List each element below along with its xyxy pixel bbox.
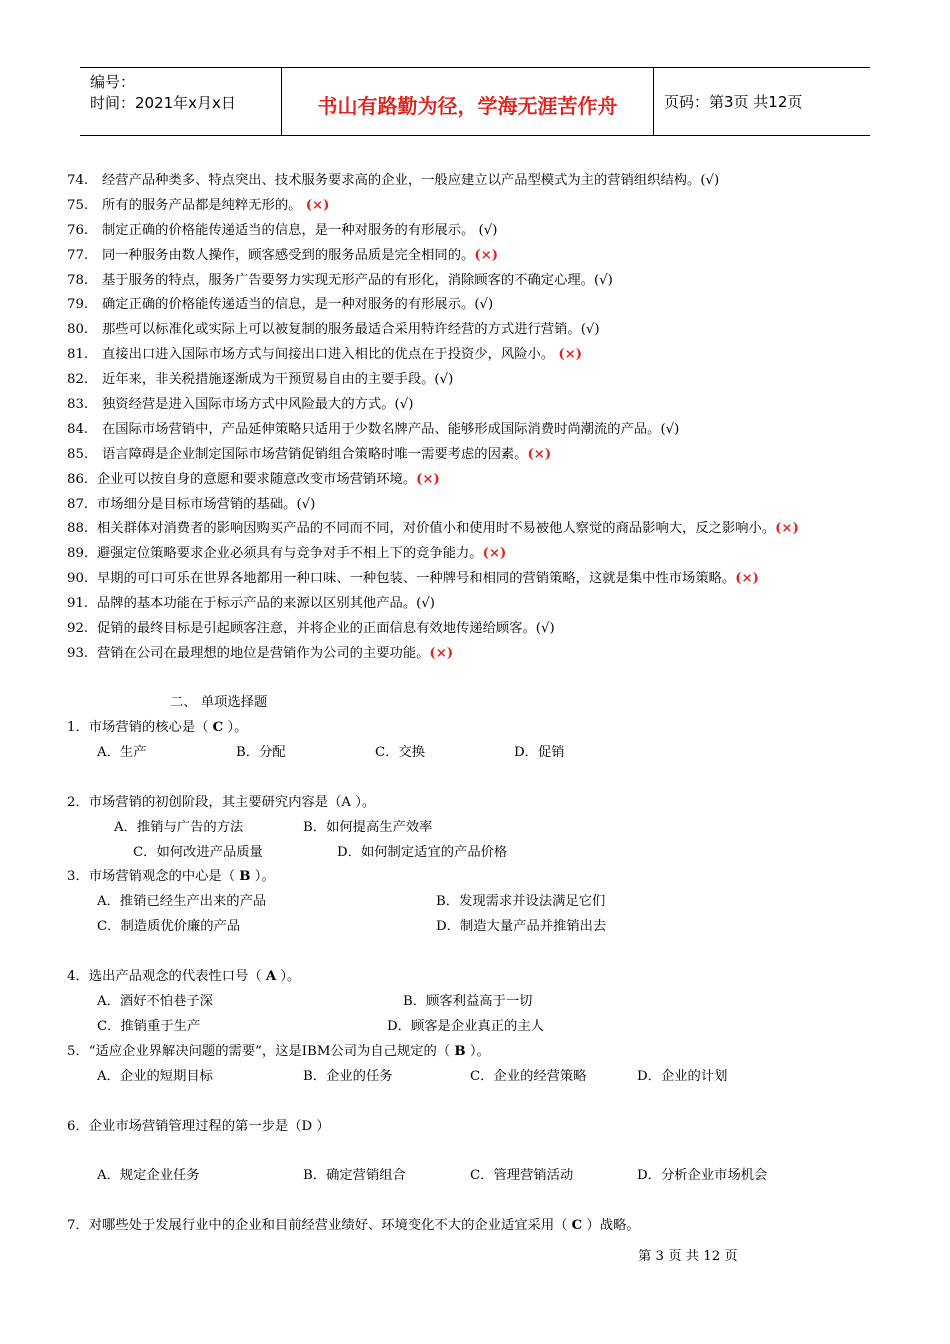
question-1 xyxy=(67,719,247,737)
answer-mark: (√) xyxy=(700,173,720,188)
list-item xyxy=(67,219,887,244)
item-number: 80. xyxy=(67,322,89,338)
number-label: 编号： xyxy=(90,73,136,91)
option-a: A．推销与广告的方法 xyxy=(114,820,244,835)
list-item xyxy=(67,517,887,542)
list-item xyxy=(67,393,887,418)
answer-mark: (√) xyxy=(394,397,414,413)
list-item xyxy=(67,293,887,318)
item-number: 77. xyxy=(67,247,89,263)
list-item xyxy=(67,617,887,642)
item-text: 确定正确的价格能传递适当的信息，是一种对服务的有形展示。 xyxy=(102,297,475,313)
item-number: 76. xyxy=(67,222,89,238)
item-text: 营销在公司在最理想的地位是营销作为公司的主要功能。 xyxy=(97,645,430,661)
item-text: 相关群体对消费者的影响因购买产品的不同而不同，对价值小和使用时不易被他人察觉的商品影响大，反之影响小。 xyxy=(97,521,776,537)
list-item xyxy=(67,368,887,393)
option-d: D．如何制定适宜的产品价格 xyxy=(337,845,508,860)
header-info-cell xyxy=(80,68,282,135)
page-footer: 第 3 页 共 12 页 xyxy=(638,1249,738,1264)
item-number: 82. xyxy=(67,372,89,388)
list-item xyxy=(67,443,887,468)
section-title: 二、 单项选择题 xyxy=(170,695,268,710)
item-number: 75. xyxy=(67,197,89,213)
option-b: B．企业的任务 xyxy=(303,1069,393,1084)
item-number: 81. xyxy=(67,347,89,363)
answer-mark: (×) xyxy=(416,471,440,487)
answer-mark: (×) xyxy=(735,571,759,587)
item-number: 85. xyxy=(67,446,89,462)
option-a: A．推销已经生产出来的产品 xyxy=(97,894,267,909)
question-text: 5．“适应企业界解决问题的需要”，这是IBM公司为自己规定的（ xyxy=(67,1044,455,1059)
option-c: C．企业的经营策略 xyxy=(470,1069,587,1084)
option-d: D．企业的计划 xyxy=(637,1069,728,1084)
answer-mark: (×) xyxy=(482,546,507,562)
answer-mark: (√) xyxy=(535,621,555,637)
item-text: 避强定位策略要求企业必须具有与竞争对手不相上下的竞争能力。 xyxy=(97,546,483,562)
header-motto-cell xyxy=(282,68,654,135)
answer-letter: C xyxy=(212,720,224,735)
item-text: 同一种服务由数人操作，顾客感受到的服务品质是完全相同的。 xyxy=(102,247,475,263)
header-page-cell xyxy=(654,68,870,135)
answer-mark: (√) xyxy=(593,272,613,288)
motto-text: 书山有路勤为径，学海无涯苦作舟 xyxy=(317,94,618,118)
option-b: B．顾客利益高于一切 xyxy=(403,994,533,1009)
option-b: B．如何提高生产效率 xyxy=(303,820,433,835)
option-d: D．促销 xyxy=(514,745,565,760)
question-4 xyxy=(67,968,300,986)
option-a: A．酒好不怕巷子深 xyxy=(97,994,213,1009)
question-5 xyxy=(67,1043,490,1061)
list-item xyxy=(67,343,887,368)
item-number: 78. xyxy=(67,272,89,288)
option-d: D．分析企业市场机会 xyxy=(637,1168,768,1183)
item-text: 市场细分是目标市场营销的基础。 xyxy=(97,496,297,512)
item-text: 近年来，非关税措施逐渐成为干预贸易自由的主要手段。 xyxy=(102,372,435,388)
item-number: 74. xyxy=(67,173,89,188)
item-number: 90. xyxy=(67,571,89,587)
item-text: 早期的可口可乐在世界各地都用一种口味、一种包装、一种牌号和相同的营销策略，这就是集中性市场策略。 xyxy=(97,571,736,587)
question-text-end: ）。 xyxy=(250,869,275,884)
list-item xyxy=(67,493,887,518)
item-text: 那些可以标准化或实际上可以被复制的服务最适合采用特许经营的方式进行营销。 xyxy=(102,322,581,338)
item-text: 基于服务的特点，服务广告要努力实现无形产品的有形化，消除顾客的不确定心理。 xyxy=(102,272,594,288)
answer-mark: (√) xyxy=(474,297,494,313)
list-item xyxy=(67,169,887,194)
question-text: 7．对哪些处于发展行业中的企业和目前经营业绩好、环境变化不大的企业适宜采用（ xyxy=(67,1218,572,1233)
option-a: A．企业的短期目标 xyxy=(97,1069,213,1084)
item-text: 企业可以按自身的意愿和要求随意改变市场营销环境。 xyxy=(97,471,417,487)
option-a: A．生产 xyxy=(97,745,147,760)
question-text-end: ）战略。 xyxy=(582,1218,640,1233)
question-text-end: ）。 xyxy=(223,720,248,735)
item-text: 所有的服务产品都是纯粹无形的。 xyxy=(102,197,302,213)
answer-letter: B xyxy=(454,1044,466,1059)
item-text: 制定正确的价格能传递适当的信息，是一种对服务的有形展示。 xyxy=(102,222,475,238)
option-b: B．发现需求并设法满足它们 xyxy=(436,894,606,909)
answer-mark: (√) xyxy=(434,372,454,388)
option-b: B．分配 xyxy=(236,745,286,760)
question-text: 4．选出产品观念的代表性口号（ xyxy=(67,969,266,984)
answer-mark: (√) xyxy=(416,596,435,612)
question-text-end: ）。 xyxy=(276,969,301,984)
item-text: 促销的最终目标是引起顾客注意，并将企业的正面信息有效地传递给顾客。 xyxy=(97,621,536,637)
list-item xyxy=(67,567,887,592)
item-number: 84. xyxy=(67,421,89,437)
option-c: C．制造质优价廉的产品 xyxy=(97,919,241,934)
option-d: D．顾客是企业真正的主人 xyxy=(387,1019,544,1034)
item-number: 86. xyxy=(67,471,89,487)
option-a: A．规定企业任务 xyxy=(97,1168,200,1183)
question-text: 3．市场营销观念的中心是（ xyxy=(67,869,240,884)
item-number: 83. xyxy=(67,397,89,413)
page-indicator: 页码：第3页 共12页 xyxy=(664,93,803,111)
option-d: D．制造大量产品并推销出去 xyxy=(436,919,607,934)
question-text: 1．市场营销的核心是（ xyxy=(67,720,213,735)
answer-mark: (×) xyxy=(305,197,330,213)
answer-mark: (×) xyxy=(474,247,499,263)
question-text-end: ）。 xyxy=(465,1044,490,1059)
list-item xyxy=(67,194,887,219)
option-c: C．如何改进产品质量 xyxy=(133,845,263,860)
date-label: 时间：2021年x月x日 xyxy=(90,94,236,112)
answer-mark: (×) xyxy=(558,347,583,363)
list-item xyxy=(67,468,887,493)
option-c: C．推销重于生产 xyxy=(97,1019,201,1034)
option-c: C．管理营销活动 xyxy=(470,1168,574,1183)
item-text: 在国际市场营销中，产品延伸策略只适用于少数名牌产品、能够形成国际消费时尚潮流的产品。 xyxy=(102,421,661,437)
question-6: 6．企业市场营销管理过程的第一步是（D ） xyxy=(67,1119,330,1134)
answer-mark: (√) xyxy=(296,496,316,512)
answer-mark: (√) xyxy=(478,222,498,238)
list-item xyxy=(67,542,887,567)
list-item xyxy=(67,318,887,343)
item-number: 79. xyxy=(67,297,89,313)
list-item xyxy=(67,592,887,617)
item-number: 87. xyxy=(67,496,89,512)
list-item xyxy=(67,642,887,667)
item-number: 88. xyxy=(67,521,89,537)
item-number: 92. xyxy=(67,621,89,637)
item-number: 91. xyxy=(67,596,89,612)
question-7 xyxy=(67,1217,640,1235)
true-false-list xyxy=(67,169,887,667)
list-item xyxy=(67,418,887,443)
option-b: B．确定营销组合 xyxy=(303,1168,406,1183)
option-c: C．交换 xyxy=(375,745,426,760)
item-number: 89. xyxy=(67,546,89,562)
item-text: 经营产品种类多、特点突出、技术服务要求高的企业，一般应建立以产品型模式为主的营销组织结构。 xyxy=(102,173,701,188)
answer-letter: A xyxy=(265,969,277,984)
item-text: 品牌的基本功能在于标示产品的来源以区别其他产品。 xyxy=(97,596,417,612)
item-number: 93. xyxy=(67,645,89,661)
list-item xyxy=(67,269,887,294)
answer-mark: (×) xyxy=(527,446,552,462)
item-text: 独资经营是进入国际市场方式中风险最大的方式。 xyxy=(102,397,395,413)
list-item xyxy=(67,244,887,269)
answer-letter: C xyxy=(571,1218,583,1233)
answer-letter: B xyxy=(239,869,251,884)
item-text: 直接出口进入国际市场方式与间接出口进入相比的优点在于投资少，风险小。 xyxy=(102,347,555,363)
item-text: 语言障碍是企业制定国际市场营销促销组合策略时唯一需要考虑的因素。 xyxy=(102,446,528,462)
answer-mark: (×) xyxy=(775,521,799,537)
answer-mark: (×) xyxy=(429,645,454,661)
question-3 xyxy=(67,868,275,886)
page-header xyxy=(80,67,870,136)
answer-mark: (√) xyxy=(580,322,600,338)
question-2: 2．市场营销的初创阶段，其主要研究内容是（A ）。 xyxy=(67,795,376,810)
answer-mark: (√) xyxy=(660,421,680,437)
